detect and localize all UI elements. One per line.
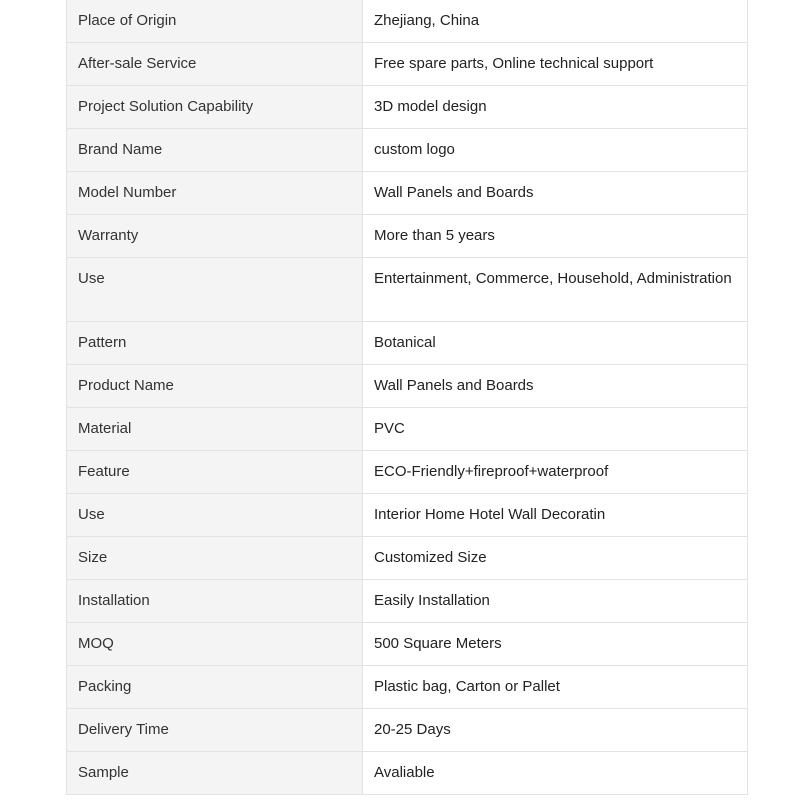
table-row <box>67 709 748 752</box>
spec-value: Plastic bag, Carton or Pallet <box>363 666 748 709</box>
spec-key: Use <box>67 494 363 537</box>
table-row <box>67 494 748 537</box>
table-row <box>67 322 748 365</box>
spec-key: Model Number <box>67 172 363 215</box>
spec-key: Size <box>67 537 363 580</box>
spec-value: 20-25 Days <box>363 709 748 752</box>
spec-key: Feature <box>67 451 363 494</box>
spec-table-body <box>67 0 748 795</box>
spec-key: Product Name <box>67 365 363 408</box>
table-row <box>67 258 748 322</box>
table-row <box>67 451 748 494</box>
table-row <box>67 0 748 43</box>
table-row <box>67 86 748 129</box>
table-row <box>67 43 748 86</box>
table-row <box>67 580 748 623</box>
spec-value: Customized Size <box>363 537 748 580</box>
spec-value: Interior Home Hotel Wall Decoratin <box>363 494 748 537</box>
table-row <box>67 215 748 258</box>
spec-value: PVC <box>363 408 748 451</box>
table-row <box>67 623 748 666</box>
spec-value: Easily Installation <box>363 580 748 623</box>
product-spec-table <box>66 0 748 795</box>
spec-key: Packing <box>67 666 363 709</box>
spec-key: Material <box>67 408 363 451</box>
table-row <box>67 537 748 580</box>
spec-key: After-sale Service <box>67 43 363 86</box>
spec-key: Sample <box>67 752 363 795</box>
table-row <box>67 666 748 709</box>
spec-value: ECO-Friendly+fireproof+waterproof <box>363 451 748 494</box>
spec-value: Free spare parts, Online technical support <box>363 43 748 86</box>
spec-value: 500 Square Meters <box>363 623 748 666</box>
table-row <box>67 408 748 451</box>
table-row <box>67 365 748 408</box>
spec-key: Use <box>67 258 363 322</box>
spec-key: Place of Origin <box>67 0 363 43</box>
spec-value: Avaliable <box>363 752 748 795</box>
spec-key: Brand Name <box>67 129 363 172</box>
spec-key: Project Solution Capability <box>67 86 363 129</box>
spec-value: More than 5 years <box>363 215 748 258</box>
spec-key: Installation <box>67 580 363 623</box>
spec-value: Zhejiang, China <box>363 0 748 43</box>
table-row <box>67 129 748 172</box>
spec-value: Botanical <box>363 322 748 365</box>
table-row <box>67 172 748 215</box>
spec-value: Wall Panels and Boards <box>363 365 748 408</box>
spec-value: custom logo <box>363 129 748 172</box>
spec-value: 3D model design <box>363 86 748 129</box>
spec-value: Entertainment, Commerce, Household, Administration <box>363 258 748 322</box>
spec-key: MOQ <box>67 623 363 666</box>
table-row <box>67 752 748 795</box>
spec-key: Pattern <box>67 322 363 365</box>
spec-key: Warranty <box>67 215 363 258</box>
spec-value: Wall Panels and Boards <box>363 172 748 215</box>
spec-key: Delivery Time <box>67 709 363 752</box>
